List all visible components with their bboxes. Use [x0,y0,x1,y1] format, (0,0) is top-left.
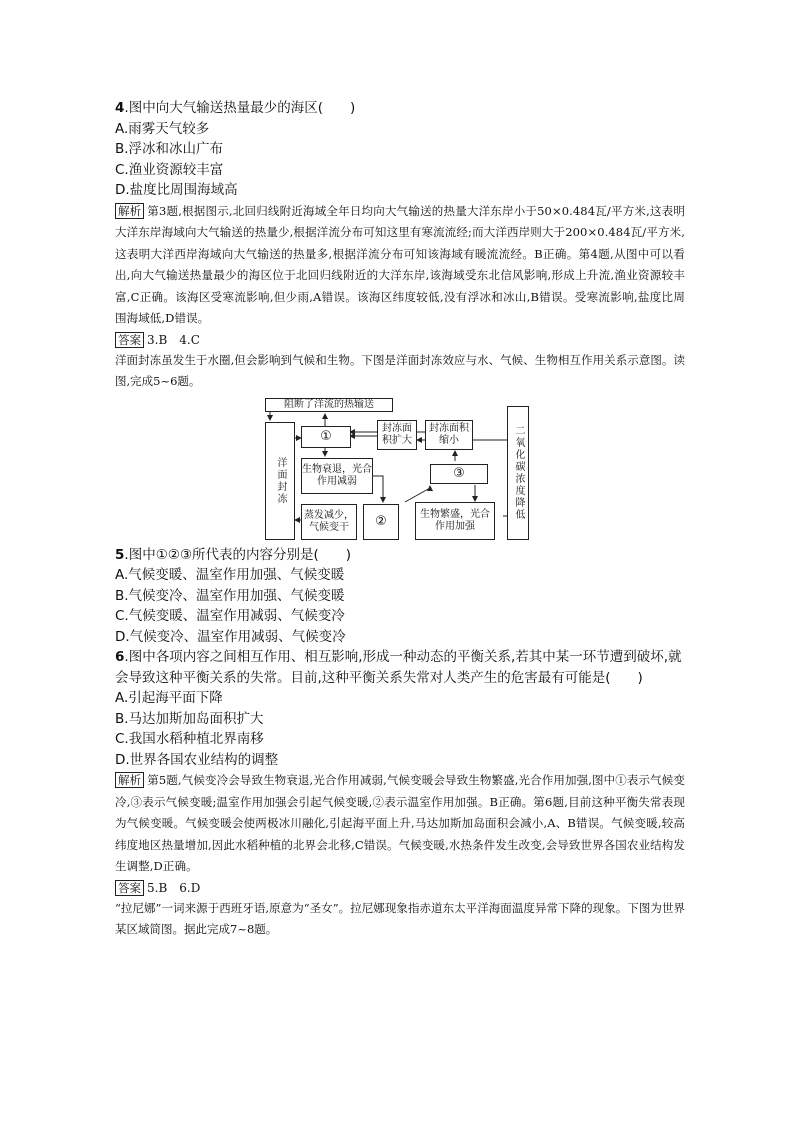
analysis-tag: 解析 [115,772,144,788]
answer-tag: 答案 [115,880,144,896]
diagram-box-1: ① [301,426,351,448]
question-4-stem: 4.图中向大气输送热量最少的海区( ) [115,100,356,116]
question-5-option-b: B.气候变冷、温室作用加强、气候变暖 [115,587,345,604]
analysis-tag: 解析 [115,203,144,219]
question-5-option-a: A.气候变暖、温室作用加强、气候变暖 [115,567,345,583]
diagram-right-label: 二氧化碳浓度降低 [507,406,529,540]
lead-7-8: “拉尼娜”一词来源于西班牙语,原意为“圣女”。拉尼娜现象指赤道东太平洋海面温度异常下降的现象。下图为世界某区域简图。据此完成7~8题。 [115,900,685,936]
diagram-box-decline: 生物衰退，光合作用减弱 [301,458,373,494]
ice-feedback-diagram [115,398,685,543]
diagram-box-expand: 封冻面积扩大 [377,420,417,450]
question-6-option-d: D.世界各国农业结构的调整 [115,751,279,768]
document-page [115,98,685,941]
diagram-box-shrink: 封冻面积缩小 [425,420,473,450]
diagram-top-label: 阻断了洋流的热输送 [265,398,393,412]
question-5-option-c: C.气候变暖、温室作用减弱、气候变冷 [115,608,345,624]
question-6-stem: 6.图中各项内容之间相互作用、相互影响,形成一种动态的平衡关系,若其中某一环节遭到破坏,就会导致这种平衡关系的失常。目前,这种平衡关系失常对人类产生的危害最有可能是( ) [115,649,682,686]
question-4-option-b: B.浮冰和冰山广布 [115,141,224,157]
diagram-box-thrive: 生物繁盛，光合作用加强 [415,502,495,540]
lead-5-6: 洋面封冻虽发生于水圈,但会影响到气候和生物。下图是洋面封冻效应与水、气候、生物相互作用关系示意图。读图,完成5~6题。 [115,352,685,388]
question-5-option-d: D.气候变冷、温室作用减弱、气候变冷 [115,628,346,645]
question-5-stem: 5.图中①②③所代表的内容分别是( ) [115,546,352,563]
analysis-3-4: 解析 第3题,根据图示,北回归线附近海域全年日均向大气输送的热量大洋东岸小于50×0.484瓦/平方米,这表明大洋东岸海域向大气输送的热量少,根据洋流分布可知这里有寒流流经;而大洋西岸则大于200×0.484瓦/平方米,这表明大洋西岸海域向大气输送的热量多,根据洋流分布可知该海域有暖流流经。B正确。第4题,从图中可以看出,向大气输送热量最少的海区位于北回归线附近的大洋东岸,该海域受东北信风影响,形成上升流,渔业资源较丰富,C正确。该海区受寒流影响,但少雨,A错误。该海区纬度较低,没有浮冰和冰山,B错误。受寒流影响,盐度比周围海域低,D错误。 [115,203,685,325]
question-6-option-a: A.引起海平面下降 [115,690,223,706]
diagram-box-3: ③ [430,464,488,484]
analysis-5-6: 解析 第5题,气候变冷会导致生物衰退,光合作用减弱,气候变暖会导致生物繁盛,光合作用加强,图中①表示气候变冷,③表示气候变暖;温室作用加强会引起气候变暖,②表示温室作用加强。B正确。第6题,目前这种平衡失常表现为气候变暖。气候变暖会使两极冰川融化,引起海平面上升,马达加斯加岛面积会减小,A、B错误。气候变暖,较高纬度地区热量增加,因此水稻种植的北界会北移,C错误。气候变暖,水热条件发生改变,会导致世界各国农业结构发生调整,D正确。 [115,773,685,873]
question-4-option-a: A.雨雾天气较多 [115,120,210,137]
diagram-box-evap: 蒸发减少，气候变干 [301,504,357,540]
question-6-option-c: C.我国水稻种植北界南移 [115,731,264,747]
question-4-option-d: D.盐度比周围海域高 [115,182,238,198]
diagram-left-label: 洋面封冻 [265,422,295,540]
diagram-box-2: ② [363,504,399,540]
question-6-option-b: B.马达加斯加岛面积扩大 [115,710,264,727]
answer-5-6: 答案 5.B 6.D [115,878,685,898]
answer-tag: 答案 [115,332,144,348]
answer-3-4: 答案 3.B 4.C [115,330,685,350]
question-4-option-c: C.渔业资源较丰富 [115,161,224,178]
